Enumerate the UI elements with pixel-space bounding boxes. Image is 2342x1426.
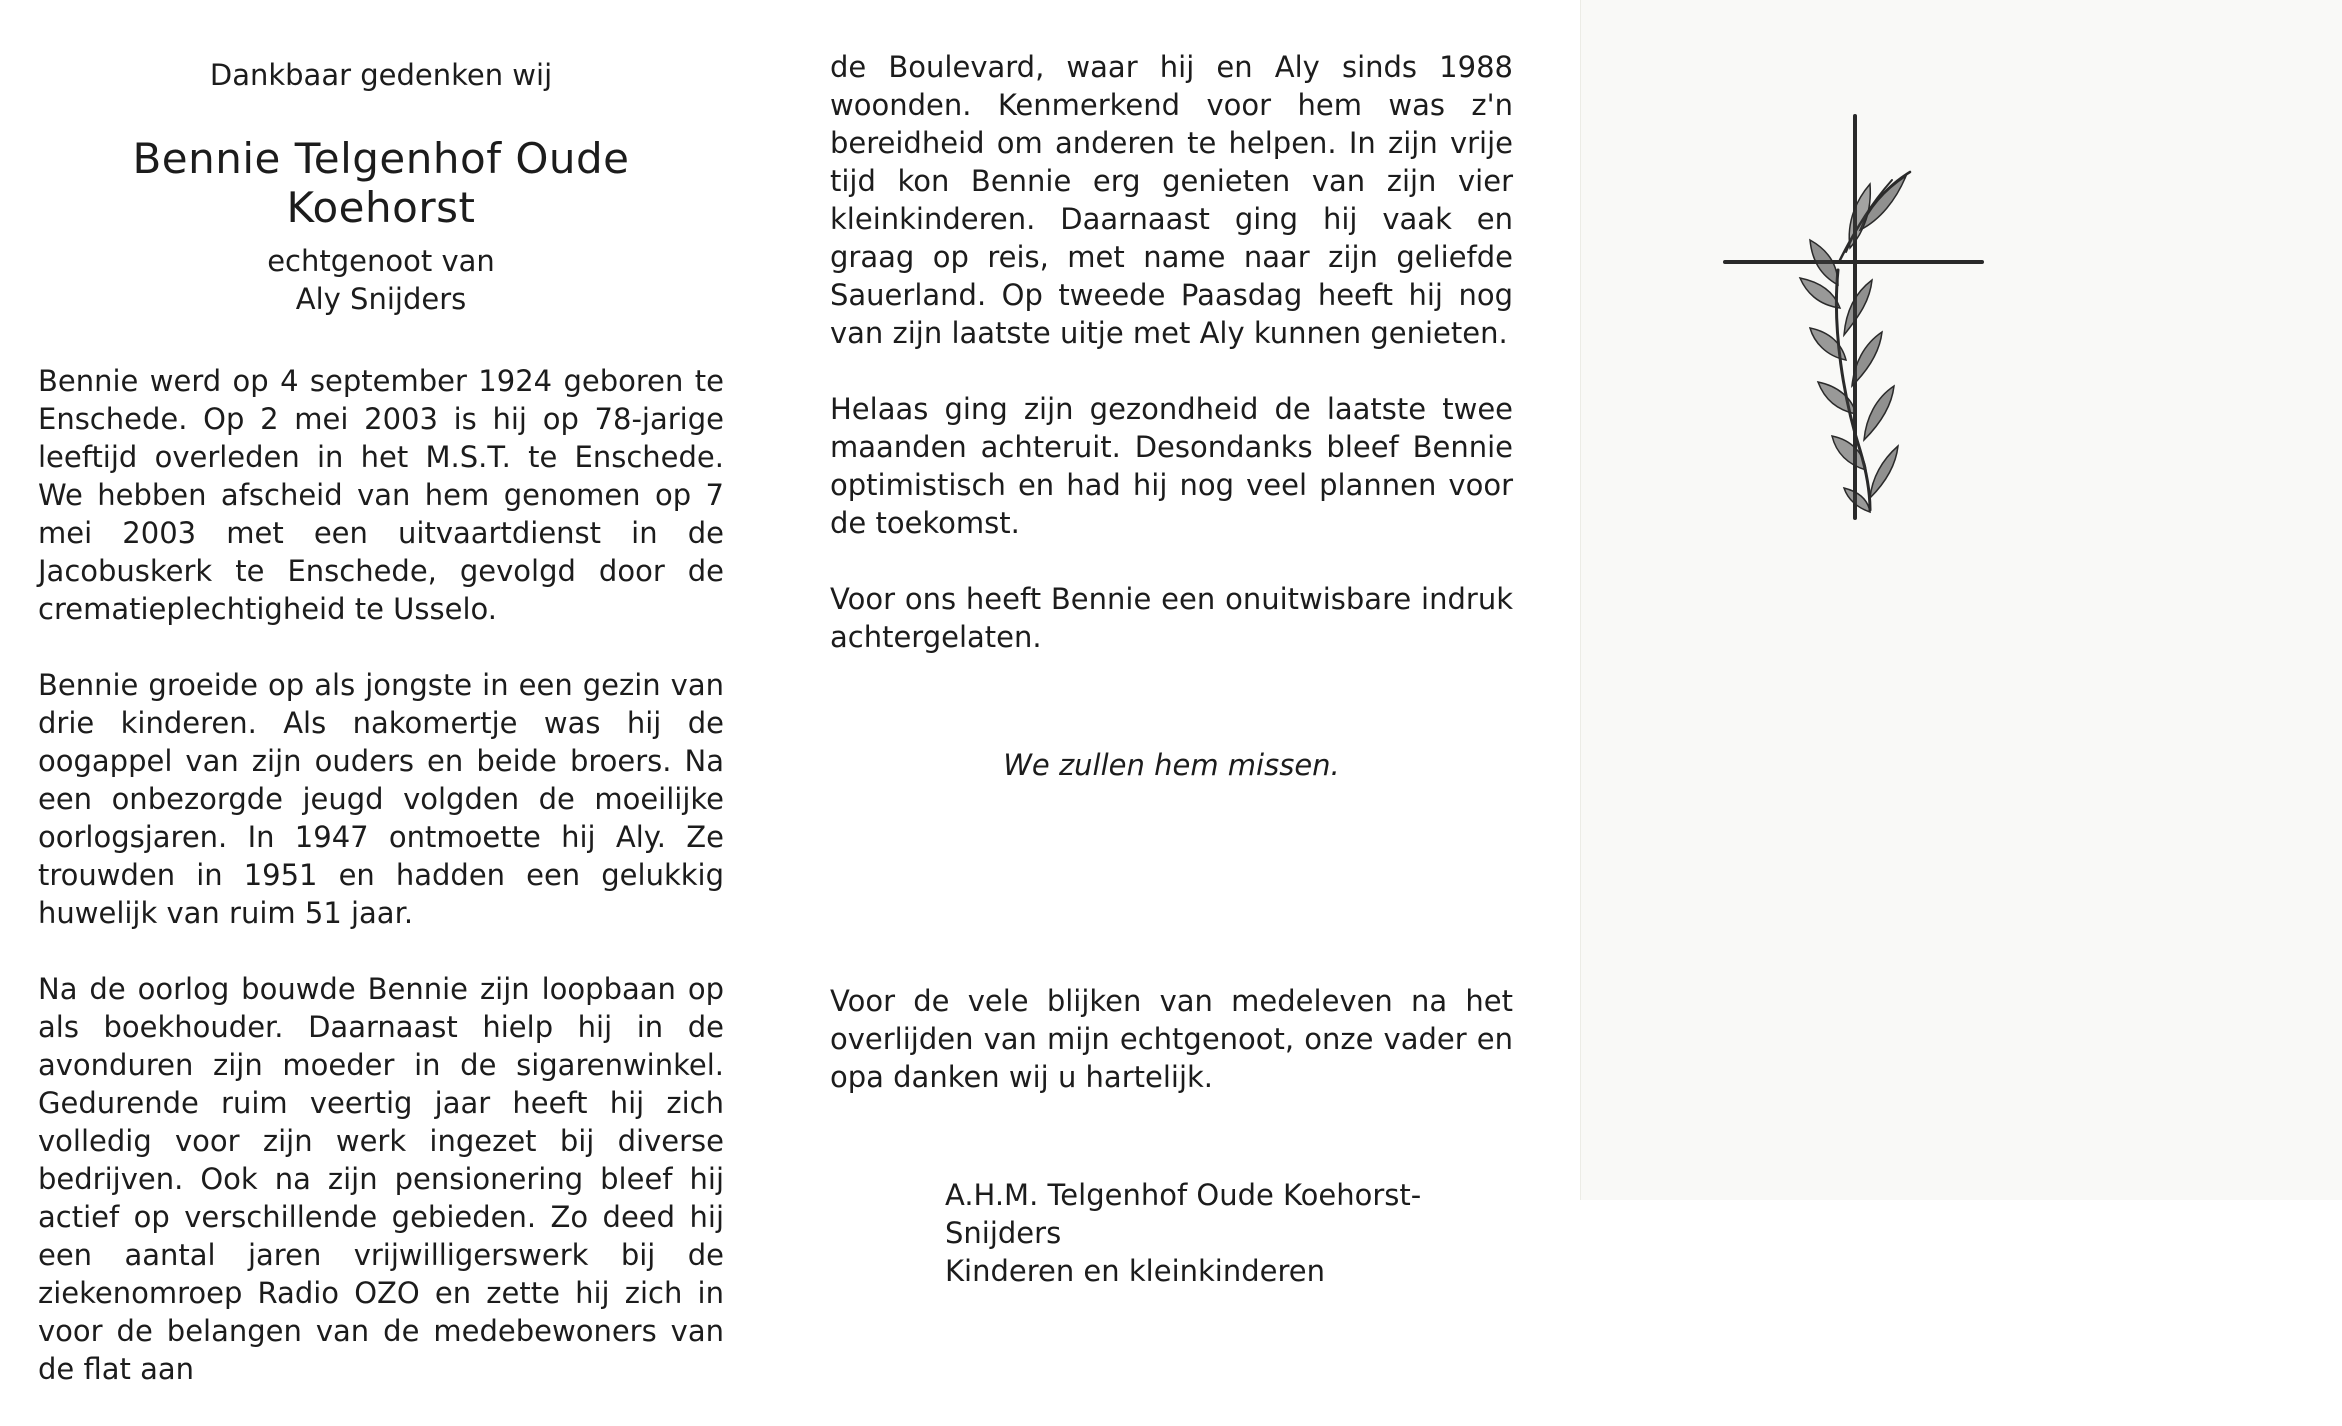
- signature-line: A.H.M. Telgenhof Oude Koehorst-Snijders: [945, 1178, 1422, 1250]
- biography-paragraph: Na de oorlog bouwde Bennie zijn loopbaan op als boekhouder. Daarnaast hielp hij in de avonduren zijn moeder in de sigarenwinkel. Gedurende ruim veertig jaar heeft hij zich volledig voor zijn werk ingezet bij diverse bedrijven. Ook na zijn pensionering bleef hij actief op verschillende gebieden. Zo deed hij een aantal jaren vrijwilligerswerk bij de ziekenomroep Radio OZO en zette hij zich in voor de belangen van de medebewoners van de flat aan: [38, 972, 724, 1386]
- biography-paragraph: Helaas ging zijn gezondheid de laatste twee maanden achteruit. Desondanks bleef Bennie optimistisch en had hij nog veel plannen voor de toekomst.: [830, 392, 1513, 540]
- biography-paragraph: Bennie werd op 4 september 1924 geboren te Enschede. Op 2 mei 2003 is hij op 78-jarige leeftijd overleden in het M.S.T. te Enschede. We hebben afscheid van hem genomen op 7 mei 2003 met een uitvaartdienst in de Jacobuskerk te Enschede, gevolgd door de crematieplechtigheid te Usselo.: [38, 364, 724, 626]
- motto: We zullen hem missen.: [1003, 748, 1340, 782]
- signature-line: Kinderen en kleinkinderen: [945, 1254, 1325, 1288]
- text-column-right: [830, 48, 1513, 1290]
- text-column-left: [38, 58, 724, 1426]
- spouse-block: [38, 242, 724, 318]
- biography-paragraph: de Boulevard, waar hij en Aly sinds 1988 woonden. Kenmerkend voor hem was z'n bereidheid om anderen te helpen. In zijn vrije tijd kon Bennie erg genieten van zijn vier kleinkinderen. Daarnaast ging hij vaak en graag op reis, met name naar zijn geliefde Sauerland. Op tweede Paasdag heeft hij nog van zijn laatste uitje met Aly kunnen genieten.: [830, 50, 1513, 350]
- deceased-name: Bennie Telgenhof Oude Koehorst: [132, 134, 630, 232]
- intro-line: Dankbaar gedenken wij: [209, 58, 553, 92]
- cross-with-olive-branch-icon: [1720, 110, 1990, 530]
- spouse-label: echtgenoot van: [267, 244, 495, 278]
- thanks-paragraph: Voor de vele blijken van medeleven na het overlijden van mijn echtgenoot, onze vader en opa danken wij u hartelijk.: [830, 984, 1513, 1094]
- biography-paragraph: Bennie groeide op als jongste in een gezin van drie kinderen. Als nakomertje was hij de oogappel van zijn ouders en beide broers. Na een onbezorgde jeugd volgden de moeilijke oorlogsjaren. In 1947 ontmoette hij Aly. Ze trouwden in 1951 en hadden een gelukkig huwelijk van ruim 51 jaar.: [38, 668, 724, 930]
- biography-paragraph: Voor ons heeft Bennie een onuitwisbare indruk achtergelaten.: [830, 582, 1513, 654]
- signature-block: [945, 1176, 1513, 1290]
- spouse-name: Aly Snijders: [295, 282, 467, 316]
